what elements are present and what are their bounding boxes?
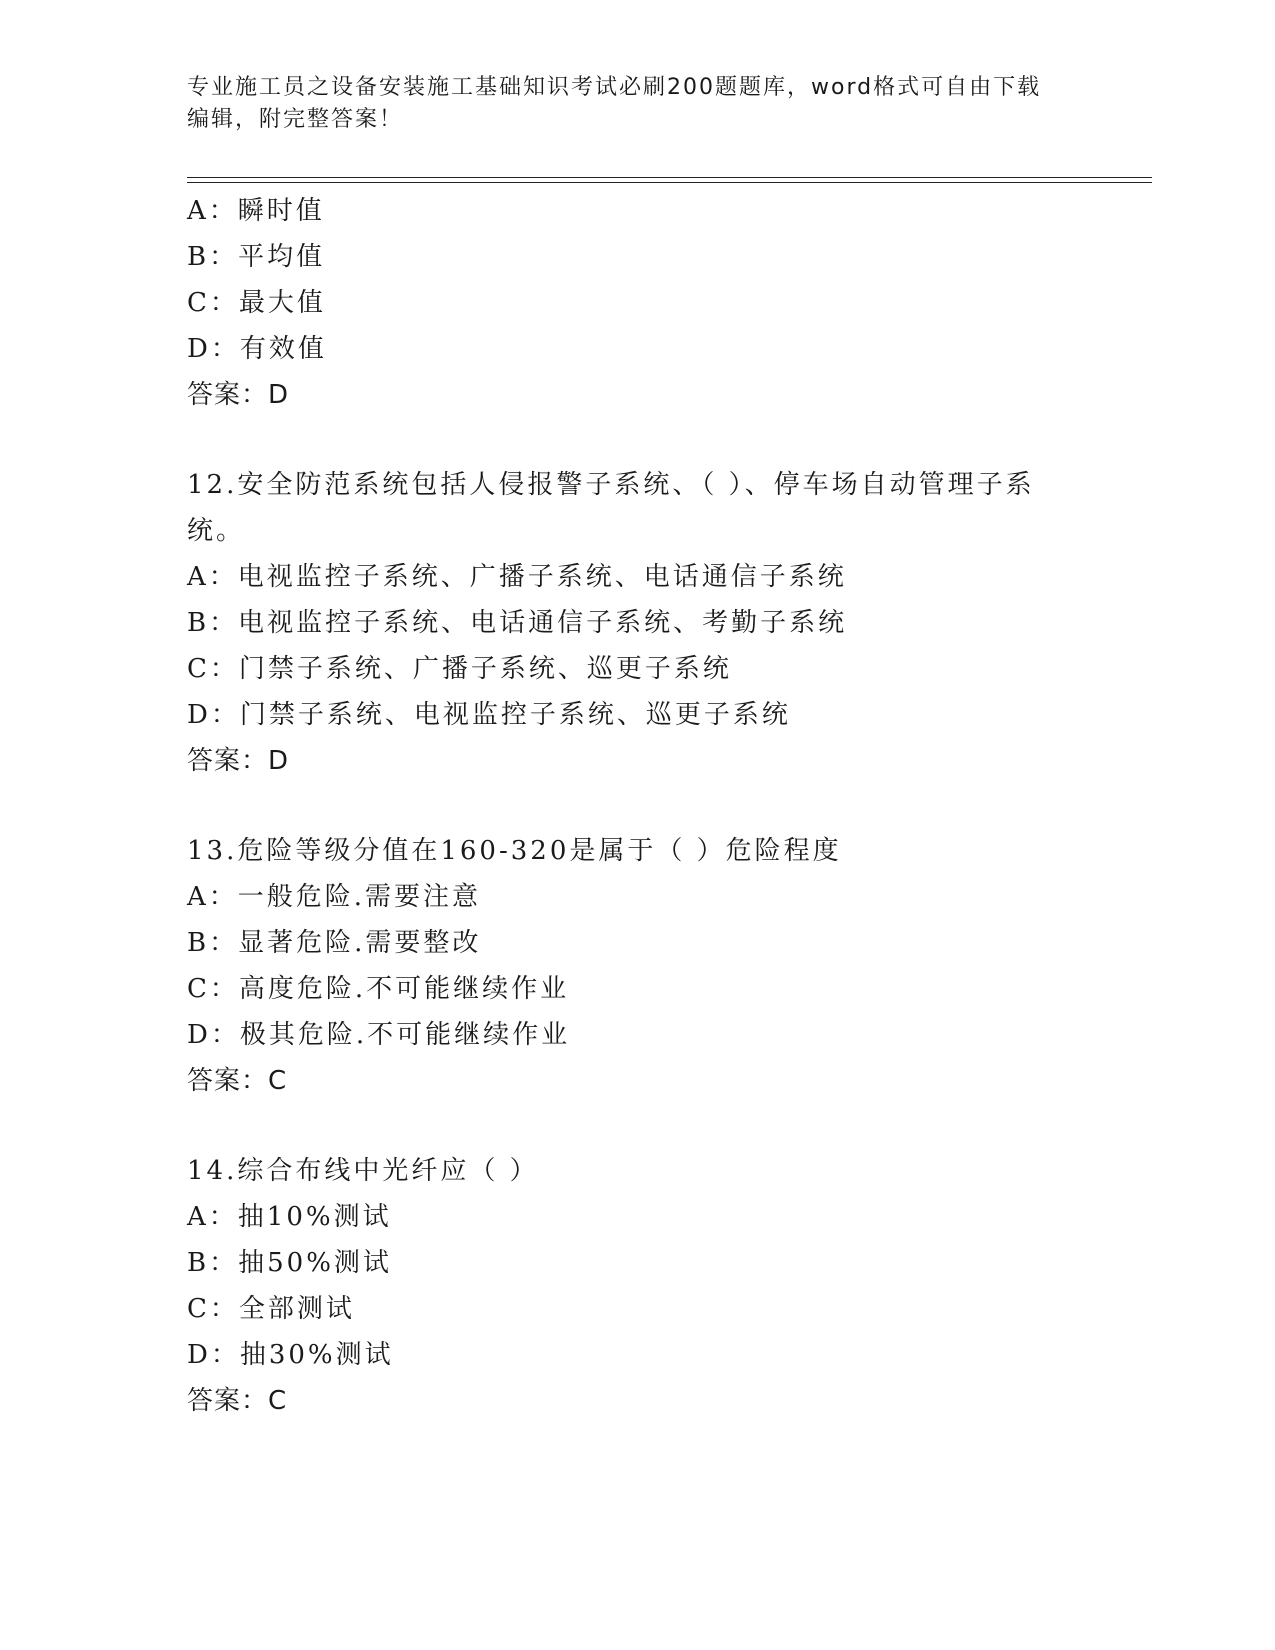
option-c: C：高度危险.不可能继续作业 [187,974,570,1004]
option-b: B：平均值 [187,242,326,272]
option-b: B：显著危险.需要整改 [187,928,482,958]
option-c: C：最大值 [187,288,326,318]
option-d: D：门禁子系统、电视监控子系统、巡更子系统 [187,700,791,730]
question-12 [187,462,1087,784]
question-stem: 14.综合布线中光纤应（ ） [187,1156,539,1186]
option-a: A：瞬时值 [187,196,325,226]
option-b: B：抽50%测试 [187,1248,392,1278]
answer: 答案：D [187,746,290,776]
option-a: A：抽10%测试 [187,1202,392,1232]
header-rule-top [187,177,1152,178]
header-line-2: 编辑，附完整答案！ [187,107,404,132]
question-14 [187,1148,1087,1424]
question-13 [187,828,1087,1104]
question-11 [187,188,1087,418]
question-stem-continued: 统。 [187,516,246,546]
option-d: D：极其危险.不可能继续作业 [187,1020,571,1050]
option-a: A：一般危险.需要注意 [187,882,482,912]
answer: 答案：C [187,1066,288,1096]
option-d: D：抽30%测试 [187,1340,394,1370]
header-line-1: 专业施工员之设备安装施工基础知识考试必刷200题题库，word格式可自由下载 [187,75,1042,100]
option-a: A：电视监控子系统、广播子系统、电话通信子系统 [187,562,847,592]
answer: 答案：C [187,1386,288,1416]
question-stem: 12.安全防范系统包括人侵报警子系统、（ ）、停车场自动管理子系 [187,470,1035,500]
option-d: D：有效值 [187,334,327,364]
question-list [187,188,1087,1424]
option-b: B：电视监控子系统、电话通信子系统、考勤子系统 [187,608,848,638]
document-header [187,72,1067,136]
option-c: C：门禁子系统、广播子系统、巡更子系统 [187,654,732,684]
option-c: C：全部测试 [187,1294,355,1324]
header-rule-bottom [187,182,1152,183]
answer: 答案：D [187,380,290,410]
question-stem: 13.危险等级分值在160-320是属于（ ）危险程度 [187,836,842,866]
